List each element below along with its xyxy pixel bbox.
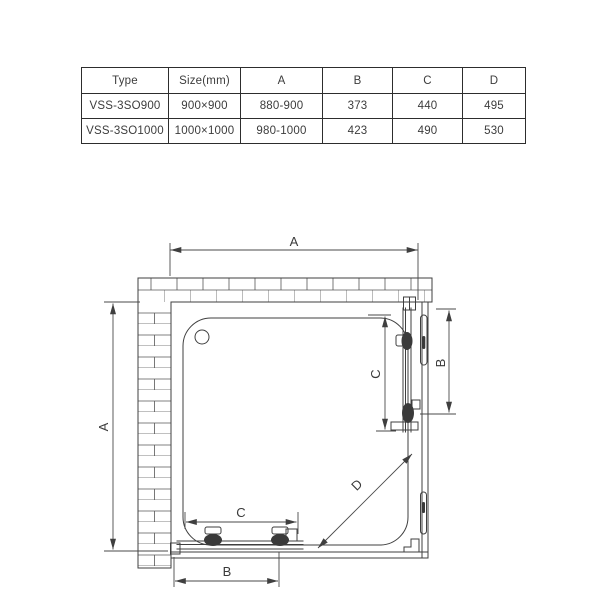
dimension-d-diagonal	[318, 454, 412, 548]
roller	[402, 332, 413, 350]
dim-label: A	[96, 422, 111, 432]
table-cell: 440	[393, 94, 463, 119]
dim-label: C	[368, 369, 383, 379]
bottom-sliding-door	[171, 527, 304, 554]
table-cell: VSS-3SO1000	[82, 119, 169, 144]
header-type: Type	[82, 68, 169, 94]
table-cell: 1000×1000	[169, 119, 241, 144]
table-cell: 373	[323, 94, 393, 119]
table-cell: VSS-3SO900	[82, 94, 169, 119]
dimension-b-right	[420, 309, 456, 414]
walls	[138, 278, 432, 568]
top-wall	[138, 278, 432, 302]
roller	[402, 403, 414, 423]
header-a: A	[241, 68, 323, 94]
dim-label: D	[348, 476, 366, 494]
table-cell: 423	[323, 119, 393, 144]
dim-label: C	[236, 505, 246, 520]
door-handle	[421, 315, 428, 365]
table-cell: 900×900	[169, 94, 241, 119]
roller-bracket	[391, 422, 418, 430]
header-c: C	[393, 68, 463, 94]
left-wall	[138, 302, 171, 568]
dim-label: B	[222, 564, 232, 579]
frame-tracks	[171, 302, 428, 558]
dimension-b-bottom	[174, 552, 279, 587]
side-handle	[421, 492, 427, 534]
roller	[204, 534, 222, 546]
header-d: D	[463, 68, 526, 94]
table-cell: 880-900	[241, 94, 323, 119]
shower-tray	[183, 318, 408, 545]
table-cell: 495	[463, 94, 526, 119]
table-cell: 530	[463, 119, 526, 144]
table-cell: 980-1000	[241, 119, 323, 144]
dim-label: A	[289, 234, 299, 249]
dimension-c-right	[368, 315, 396, 431]
corner-bracket	[404, 539, 419, 552]
header-b: B	[323, 68, 393, 94]
table-cell: 490	[393, 119, 463, 144]
dim-label: B	[433, 358, 448, 368]
header-size: Size(mm)	[169, 68, 241, 94]
roller	[271, 534, 289, 546]
drain-circle	[195, 330, 209, 344]
dimension-c-bottom	[185, 505, 298, 534]
